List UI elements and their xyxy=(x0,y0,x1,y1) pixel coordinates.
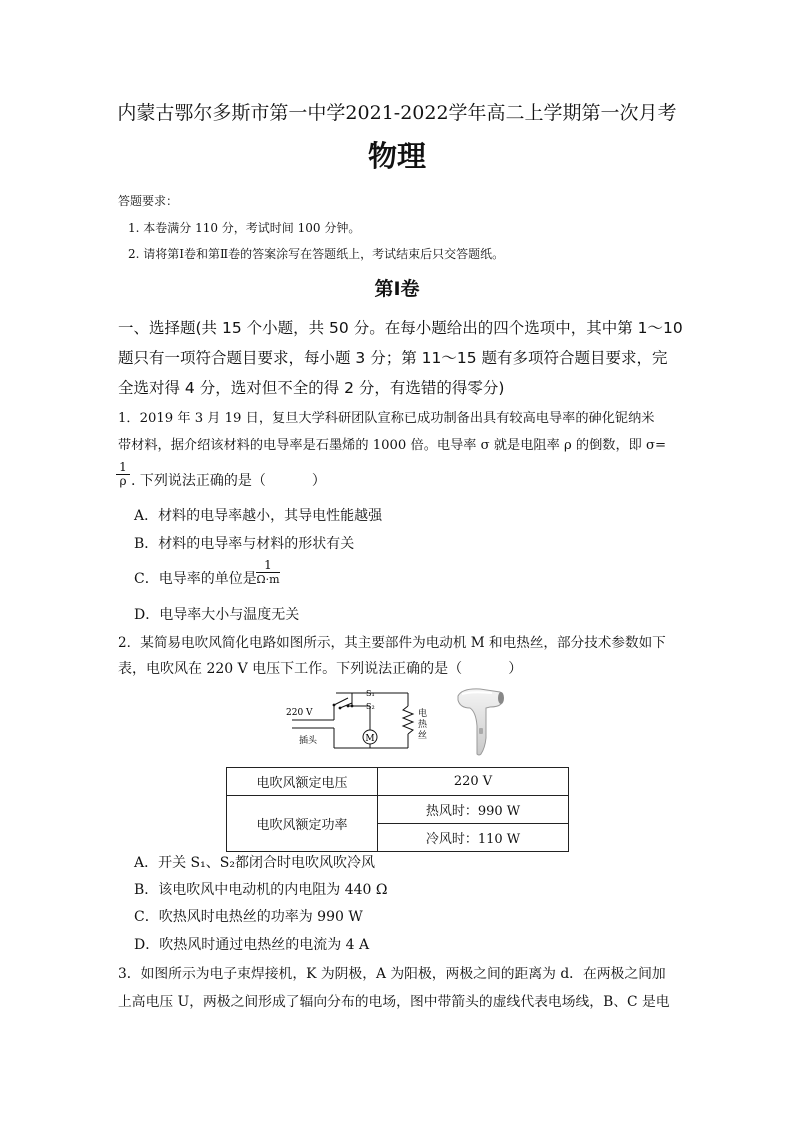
heater-label: 丝 xyxy=(418,731,428,741)
q2-option-d: D．吹热风时通过电热丝的电流为 4 A xyxy=(134,937,370,953)
question-1-text: 带材料，据介绍该材料的电导率是石墨烯的 1000 倍。电导率 σ 就是电阻率 ρ 的倒数，即 σ= xyxy=(118,438,667,453)
requirement-item: 1. 本卷满分 110 分，考试时间 100 分钟。 xyxy=(128,221,361,235)
table-row xyxy=(227,796,569,824)
section-instructions-line: 全选对得 4 分，选对但不全的得 2 分，有选错的得零分) xyxy=(118,379,505,397)
fraction-unit xyxy=(256,559,280,586)
question-2-text: 2．某简易电吹风简化电路如图所示，其主要部件为电动机 M 和电热丝，部分技术参数如下 xyxy=(118,635,666,651)
switch-contact xyxy=(347,705,350,708)
subject-title: 物理 xyxy=(367,139,426,173)
q2-option-c: C．吹热风时电热丝的功率为 990 W xyxy=(134,909,363,925)
plug-label: 插头 xyxy=(299,736,318,746)
answer-bracket-close: ） xyxy=(508,661,523,677)
motor-label: M xyxy=(365,734,375,744)
question-3-text: 3．如图所示为电子束焊接机，K 为阴极，A 为阳极，两极之间的距离为 d．在两极之间加 xyxy=(118,966,666,982)
switch-contact xyxy=(339,707,342,710)
switch-contact xyxy=(351,705,354,708)
q2-option-a: A．开关 S₁、S₂都闭合时电吹风吹冷风 xyxy=(134,855,375,871)
section-instructions-line: 题只有一项符合题目要求，每小题 3 分；第 11～15 题有多项符合题目要求，完 xyxy=(118,349,668,367)
spec-table xyxy=(226,767,569,852)
q1-option-a: A．材料的电导率越小，其导电性能越强 xyxy=(134,508,383,524)
fraction-numerator: 1 xyxy=(116,461,130,475)
fraction-denominator: ρ xyxy=(119,474,127,488)
voltage-label: 220 V xyxy=(286,708,313,718)
requirement-item: 2. 请将第Ⅰ卷和第Ⅱ卷的答案涂写在答题纸上，考试结束后只交答题纸。 xyxy=(128,247,505,261)
switch-s1-label: S₁ xyxy=(366,689,375,698)
table-label-cell: 电吹风额定功率 xyxy=(227,796,378,852)
table-value-cell: 冷风时：110 W xyxy=(378,824,569,852)
requirements-heading: 答题要求： xyxy=(118,194,179,208)
question-1-prompt xyxy=(131,470,326,490)
volume-title: 第Ⅰ卷 xyxy=(374,278,420,300)
table-value-cell: 热风时：990 W xyxy=(378,796,569,824)
table-label-cell: 电吹风额定电压 xyxy=(227,768,378,796)
fraction-denominator: Ω·m xyxy=(256,573,280,586)
question-1-prompt-text: . 下列说法正确的是（ xyxy=(131,473,266,489)
table-row xyxy=(227,768,569,796)
question-3-text: 上高电压 U，两极之间形成了辐向分布的电场，图中带箭头的虚线代表电场线，B、C 是电 xyxy=(118,994,670,1010)
hair-dryer-image xyxy=(452,686,508,758)
table-value-cell: 220 V xyxy=(378,768,569,796)
question-2-prompt xyxy=(118,658,522,678)
exam-title: 内蒙古鄂尔多斯市第一中学2021-2022学年高二上学期第一次月考 xyxy=(117,102,677,124)
section-instructions-line: 一、选择题(共 15 个小题，共 50 分。在每小题给出的四个选项中，其中第 1～10 xyxy=(118,319,683,337)
answer-bracket-close: ） xyxy=(311,473,326,489)
heater-label: 电 xyxy=(418,709,428,719)
q2-option-b: B．该电吹风中电动机的内电阻为 440 Ω xyxy=(134,882,388,898)
circuit-diagram xyxy=(282,684,432,760)
switch-contact xyxy=(333,704,336,707)
heater-label: 热 xyxy=(418,720,428,730)
q1-option-b: B．材料的电导率与材料的形状有关 xyxy=(134,536,355,552)
fraction-1-over-rho xyxy=(116,461,130,488)
question-2-prompt-text: 表，电吹风在 220 V 电压下工作。下列说法正确的是（ xyxy=(118,661,463,677)
fraction-numerator: 1 xyxy=(256,559,280,573)
switch-s2-label: S₂ xyxy=(366,702,375,711)
question-1-text: 1．2019 年 3 月 19 日，复旦大学科研团队宣称已成功制备出具有较高电导率的砷化铌纳米 xyxy=(118,411,655,426)
q1-option-d: D．电导率大小与温度无关 xyxy=(134,607,300,623)
q1-option-c: C．电导率的单位是 xyxy=(134,571,257,587)
